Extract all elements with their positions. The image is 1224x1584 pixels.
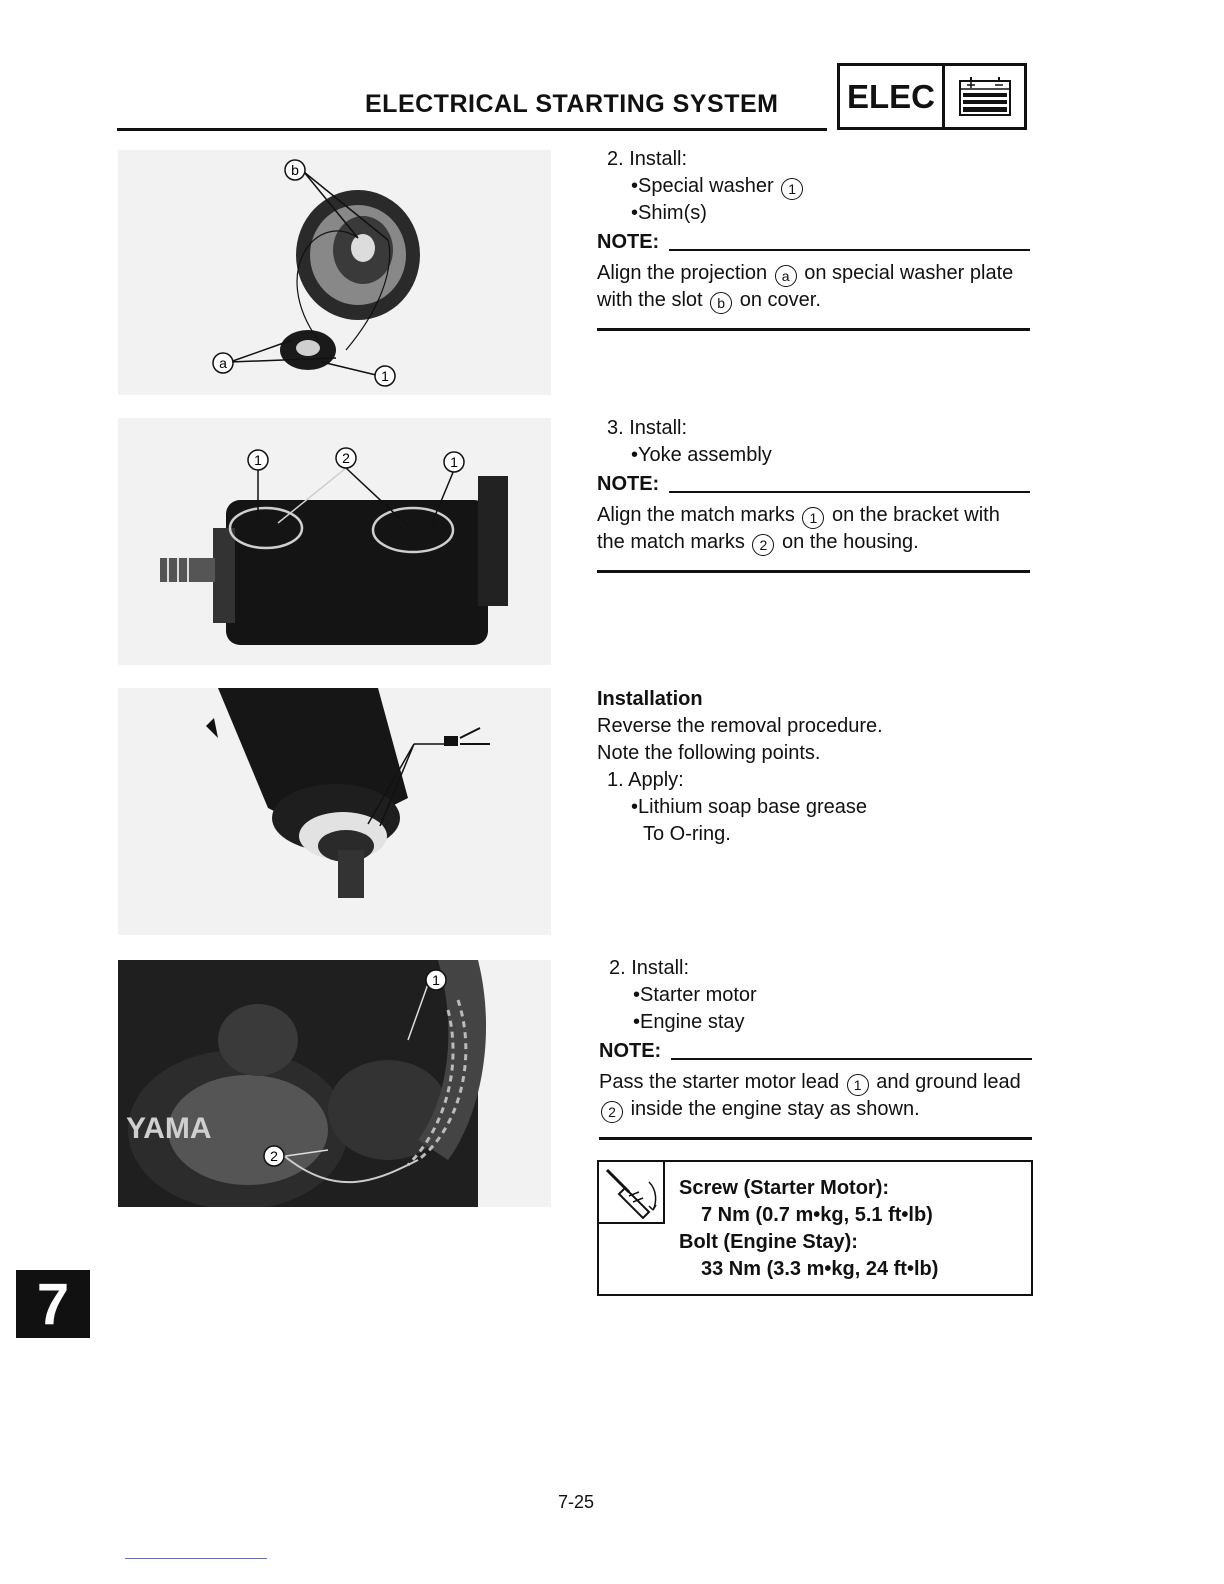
note-text: Align the projection [597,262,768,284]
item-detail: To O-ring. [643,823,731,845]
battery-icon [945,66,1024,127]
note-text: Align the match marks [597,504,795,526]
note-label: NOTE: [599,1040,662,1062]
note-text: with the slot [597,289,703,311]
note-text: on cover. [739,289,821,311]
section-heading: Installation [597,688,703,710]
page-number: 7-25 [558,1492,595,1512]
note-text: inside the engine stay as shown. [630,1098,920,1120]
note-rule [669,491,1030,493]
page-title: ELECTRICAL STARTING SYSTEM [365,90,779,118]
ref-marker: 2 [601,1101,623,1123]
footer-rule [125,1558,267,1559]
note-rule [669,249,1030,251]
note-rule [671,1058,1032,1060]
note-end-rule [597,328,1030,331]
ref-marker: 1 [802,507,824,529]
item-shims: •Shim(s) [631,202,707,224]
callout-b: b [291,162,299,178]
ref-marker: b [710,292,732,314]
step-install-washer [597,146,1030,331]
item-engine-stay: •Engine stay [633,1011,745,1033]
ref-marker: 2 [752,534,774,556]
callout-1-left: 1 [254,452,262,468]
callout-a: a [219,355,227,371]
step-heading: 2. Install: [607,148,688,170]
note-label: NOTE: [597,231,660,253]
ref-marker: 1 [781,178,803,200]
note-text: the match marks [597,531,745,553]
chapter-tab: 7 [16,1270,90,1338]
note-text: and ground lead [876,1071,1021,1093]
yamaha-emblem: YAMA [126,1112,212,1145]
torque-screw-label: Screw (Starter Motor): [679,1177,890,1199]
note-end-rule [597,570,1030,573]
callout-2: 2 [342,450,350,466]
photo-cover-washer [118,150,551,395]
step-heading: 3. Install: [607,417,688,439]
callout-2: 2 [270,1148,278,1164]
step-install-starter [599,955,1032,1140]
item-starter-motor: •Starter motor [633,984,757,1006]
section-code: ELEC [840,66,945,127]
callout-1: 1 [432,972,440,988]
header-rule [117,128,827,131]
note-label: NOTE: [597,473,660,495]
ref-marker: 1 [847,1074,869,1096]
note-end-rule [599,1137,1032,1140]
step-install-yoke [597,415,1030,573]
photo-starter-oring [118,688,551,935]
body-text: Reverse the removal procedure. [597,715,883,737]
note-text: Pass the starter motor lead [599,1071,840,1093]
step-heading: 1. Apply: [607,769,684,791]
callout-1-right: 1 [450,454,458,470]
item-special-washer: •Special washer [631,175,774,197]
torque-screw-value: 7 Nm (0.7 m•kg, 5.1 ft•lb) [701,1204,933,1226]
step-heading: 2. Install: [609,957,690,979]
photo-yoke-assembly [118,418,551,665]
body-text: Note the following points. [597,742,821,764]
torque-bolt-label: Bolt (Engine Stay): [679,1231,858,1253]
note-text: on the housing. [781,531,919,553]
note-text: on special washer plate [804,262,1014,284]
torque-spec-box [597,1160,1033,1296]
callout-1: 1 [381,368,389,384]
installation-section [597,686,1030,848]
photo-engine-stay [118,960,551,1207]
torque-bolt-value: 33 Nm (3.3 m•kg, 24 ft•lb) [701,1258,939,1280]
item-yoke-assembly: •Yoke assembly [631,444,772,466]
item-grease: •Lithium soap base grease [631,796,868,818]
ref-marker: a [775,265,797,287]
section-badge [837,63,1027,130]
note-text: on the bracket with [831,504,1000,526]
torque-wrench-icon [599,1162,665,1224]
